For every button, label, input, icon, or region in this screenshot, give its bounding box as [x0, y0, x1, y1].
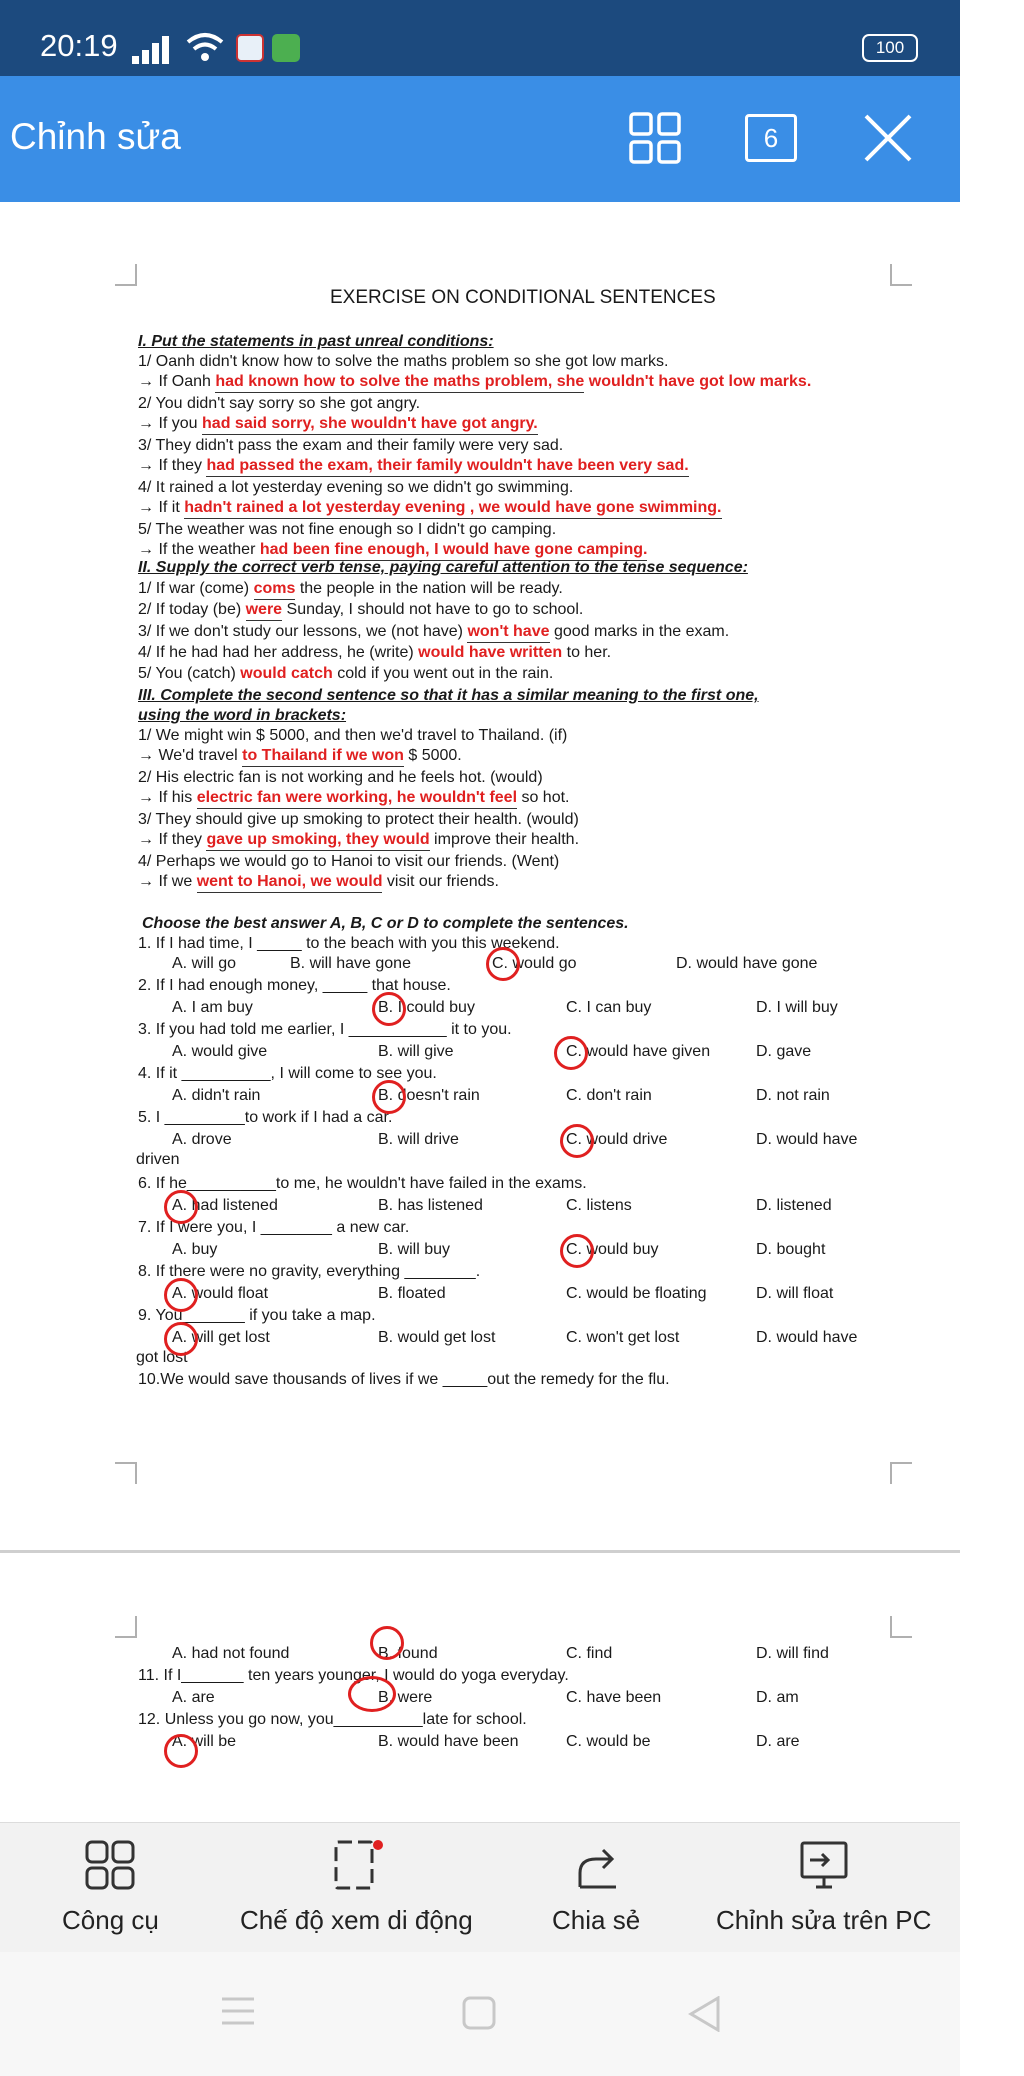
toolbar-share-button[interactable]	[552, 1839, 640, 1936]
answer-prefix: → If it	[138, 499, 185, 516]
mcq-question: 9. You_______ if you take a map.	[138, 1307, 376, 1324]
question-line: 1/ We might win $ 5000, and then we'd travel to Thailand. (if)	[138, 727, 568, 744]
question-part: 4/ If he had had her address, he (write)	[138, 644, 419, 661]
answer-text: had passed the exam, their family wouldn't have been very sad.	[206, 456, 688, 477]
mcq-option: D. will float	[756, 1285, 834, 1302]
tools-grid-icon	[84, 1839, 136, 1891]
answer-text: were	[246, 600, 282, 621]
page-count-button[interactable]	[745, 114, 797, 162]
answer-text: had said sorry, she wouldn't have got angry.	[202, 414, 538, 435]
status-bar	[0, 0, 960, 76]
mcq-option: D. am	[756, 1689, 799, 1706]
toolbar-edit-on-pc-button[interactable]	[716, 1839, 931, 1936]
answer-line	[138, 872, 499, 893]
wifi-icon	[186, 32, 224, 62]
toolbar-label: Công cụ	[62, 1905, 159, 1935]
mcq-option: A. I am buy	[172, 999, 253, 1016]
mcq-question: 10.We would save thousands of lives if we _____out the remedy for the flu.	[138, 1371, 670, 1388]
answer-line	[138, 788, 570, 809]
mcq-option: D. will find	[756, 1645, 829, 1662]
answer-line	[138, 746, 462, 767]
right-margin	[960, 0, 1024, 2076]
mcq-option: C. would buy	[566, 1241, 659, 1258]
bottom-toolbar	[0, 1822, 960, 1952]
section-heading: I. Put the statements in past unreal conditions:	[138, 333, 494, 350]
mcq-option: A. had not found	[172, 1645, 290, 1662]
mcq-option: C. find	[566, 1645, 613, 1662]
home-icon[interactable]	[462, 1996, 496, 2030]
page-corner	[890, 1616, 912, 1638]
answer-line	[138, 456, 689, 477]
answer-circle	[164, 1190, 198, 1224]
mcq-option: C. won't get lost	[566, 1329, 680, 1346]
document-title: EXERCISE ON CONDITIONAL SENTENCES	[330, 287, 716, 308]
toolbar-label: Chế độ xem di động	[240, 1905, 473, 1935]
answer-line	[138, 830, 579, 851]
question-line: 4/ It rained a lot yesterday evening so we didn't go swimming.	[138, 479, 574, 496]
status-time: 20:19	[40, 28, 118, 63]
answer-circle	[560, 1124, 594, 1158]
mcq-question: 3. If you had told me earlier, I ___________ it to you.	[138, 1021, 512, 1038]
mcq-option: B. floated	[378, 1285, 446, 1302]
question-part: cold if you went out in the rain.	[332, 665, 554, 682]
section-heading: II. Supply the correct verb tense, paying careful attention to the tense sequence:	[138, 559, 748, 576]
toolbar-label: Chỉnh sửa trên PC	[716, 1905, 932, 1935]
question-part: good marks in the exam.	[549, 623, 730, 640]
mcq-option: D. gave	[756, 1043, 812, 1060]
answer-prefix: → If you	[138, 415, 203, 432]
mcq-option: D. bought	[756, 1241, 826, 1258]
answer-circle	[348, 1676, 396, 1712]
question-line: 5/ The weather was not fine enough so I didn't go camping.	[138, 521, 557, 538]
section-heading-cont: using the word in brackets:	[138, 707, 347, 724]
answer-text: would have written	[418, 644, 563, 661]
page-corner	[890, 264, 912, 286]
question-line: 1/ Oanh didn't know how to solve the maths problem so she got low marks.	[138, 353, 669, 370]
close-icon[interactable]	[862, 112, 914, 164]
mcq-option: A. will get lost	[172, 1329, 270, 1346]
answer-text: had been fine enough, I would have gone camping.	[260, 540, 648, 561]
mcq-option: A. didn't rain	[172, 1087, 261, 1104]
mcq-question: 6. If he__________to me, he wouldn't have failed in the exams.	[138, 1175, 587, 1192]
question-part: 1/ If war (come)	[138, 580, 254, 597]
answer-text: had known how to solve the maths problem, she	[215, 372, 584, 393]
answer-prefix: → If his	[138, 789, 197, 806]
mcq-option: C. don't rain	[566, 1087, 652, 1104]
mcq-option: A. will be	[172, 1733, 237, 1750]
mcq-question: 5. I _________to work if I had a car.	[138, 1109, 393, 1126]
answer-prefix: → We'd travel	[138, 747, 243, 764]
mcq-option: A. drove	[172, 1131, 232, 1148]
mcq-option: D. would have	[756, 1329, 858, 1346]
mcq-question: 1. If I had time, I _____ to the beach with you this weekend.	[138, 935, 560, 952]
mcq-option: B. I could buy	[378, 999, 475, 1016]
mcq-option: C. would drive	[566, 1131, 668, 1148]
question-line	[138, 643, 611, 663]
answer-prefix: → If the weather	[138, 541, 260, 558]
mcq-option: A. buy	[172, 1241, 218, 1258]
answer-circle	[164, 1278, 198, 1312]
answer-text: would catch	[240, 665, 333, 682]
mcq-question: 11. If I_______ ten years younger, I would do yoga everyday.	[138, 1667, 569, 1684]
answer-circle	[164, 1734, 198, 1768]
page-title: Chỉnh sửa	[10, 116, 181, 157]
mcq-option: D. not rain	[756, 1087, 830, 1104]
answer-text: hadn't rained a lot yesterday evening , we would have gone swimming.	[184, 498, 721, 519]
answer-suffix: improve their health.	[429, 831, 580, 848]
question-line: 3/ They should give up smoking to protect their health. (would)	[138, 811, 579, 828]
answer-text: coms	[254, 579, 296, 600]
page-corner	[115, 1616, 137, 1638]
answer-line	[138, 372, 811, 393]
mcq-option: C. I can buy	[566, 999, 652, 1016]
system-nav-bar	[0, 1952, 960, 2076]
answer-prefix: → If we	[138, 873, 197, 890]
answer-suffix: visit our friends.	[382, 873, 499, 890]
signal-icon	[132, 34, 174, 64]
section-heading: III. Complete the second sentence so that it has a similar meaning to the first one,	[138, 687, 759, 704]
mcq-option: A. will go	[172, 955, 237, 972]
answer-suffix: so hot.	[517, 789, 570, 806]
question-part: 3/ If we don't study our lessons, we (not have)	[138, 623, 468, 640]
section-heading: Choose the best answer A, B, C or D to complete the sentences.	[142, 915, 629, 932]
mcq-option: B. will give	[378, 1043, 454, 1060]
mcq-option: A. would float	[172, 1285, 269, 1302]
mcq-option: B. would have been	[378, 1733, 519, 1750]
mobile-view-icon	[326, 1839, 386, 1891]
battery-level: 100	[875, 38, 905, 57]
mcq-option: D. are	[756, 1733, 800, 1750]
answer-circle	[486, 947, 520, 981]
toolbar-mobile-view-button[interactable]	[240, 1839, 473, 1936]
answer-text: to Thailand if we won	[242, 746, 404, 767]
edit-on-pc-icon	[796, 1839, 852, 1891]
mcq-option: B. will buy	[378, 1241, 451, 1258]
question-line: 3/ They didn't pass the exam and their family were very sad.	[138, 437, 564, 454]
share-icon	[570, 1839, 622, 1891]
question-line	[138, 579, 563, 600]
mcq-option: C. would be	[566, 1733, 651, 1750]
mcq-option: B. would get lost	[378, 1329, 496, 1346]
mcq-option: B. will drive	[378, 1131, 459, 1148]
mcq-option: A. are	[172, 1689, 215, 1706]
mcq-option: B. will have gone	[290, 955, 411, 972]
mcq-option: D. listened	[756, 1197, 832, 1214]
mcq-question: 8. If there were no gravity, everything ________.	[138, 1263, 481, 1280]
mcq-option: C. would have given	[566, 1043, 711, 1060]
mcq-option: B. were	[378, 1689, 433, 1706]
document-viewer[interactable]	[0, 202, 960, 1822]
recent-apps-icon[interactable]	[220, 1996, 256, 2026]
toolbar-tools-button[interactable]	[62, 1839, 159, 1936]
answer-prefix: → If Oanh	[138, 373, 216, 390]
answer-text: won't have	[467, 622, 549, 643]
page-corner	[115, 264, 137, 286]
question-line	[138, 664, 553, 684]
mcq-option: C. would be floating	[566, 1285, 707, 1302]
page-corner	[115, 1462, 137, 1484]
mcq-option: B. found	[378, 1645, 438, 1662]
battery-icon	[862, 34, 918, 62]
question-line: 2/ His electric fan is not working and he feels hot. (would)	[138, 769, 543, 786]
question-part: 5/ You (catch)	[138, 665, 241, 682]
question-line: 4/ Perhaps we would go to Hanoi to visit our friends. (Went)	[138, 853, 560, 870]
mcq-question: 2. If I had enough money, _____ that house.	[138, 977, 451, 994]
question-part: to her.	[562, 644, 612, 661]
answer-prefix: → If they	[138, 457, 207, 474]
question-line	[138, 600, 583, 621]
mcq-option: C. have been	[566, 1689, 662, 1706]
answer-suffix: $ 5000.	[403, 747, 462, 764]
page-count: 6	[763, 123, 779, 153]
question-line: 2/ You didn't say sorry so she got angry.	[138, 395, 421, 412]
mcq-option: D. I will buy	[756, 999, 838, 1016]
mcq-option: C. listens	[566, 1197, 632, 1214]
answer-circle	[164, 1322, 198, 1356]
toolbar-label: Chia sẻ	[552, 1905, 641, 1935]
mcq-question: 12. Unless you go now, you__________late for school.	[138, 1711, 527, 1728]
notification-app-icon	[236, 34, 264, 62]
app-bar	[0, 76, 960, 202]
back-icon[interactable]	[688, 1996, 720, 2032]
answer-circle	[372, 1080, 406, 1114]
question-part: 2/ If today (be)	[138, 601, 246, 618]
mcq-question: 7. If I were you, I ________ a new car.	[138, 1219, 410, 1236]
answer-line	[138, 414, 538, 435]
mcq-option: A. would give	[172, 1043, 268, 1060]
mcq-question: 4. If it __________, I will come to see you.	[138, 1065, 437, 1082]
question-line	[138, 622, 729, 643]
mcq-option: A. had listened	[172, 1197, 278, 1214]
answer-prefix: → If they	[138, 831, 207, 848]
answer-text: went to Hanoi, we would	[197, 872, 383, 893]
page-corner	[890, 1462, 912, 1484]
mcq-option: D. would have	[756, 1131, 858, 1148]
grid-view-icon[interactable]	[627, 110, 683, 166]
mcq-option: D. would have gone	[676, 955, 818, 972]
answer-text: electric fan were working, he wouldn't feel	[197, 788, 517, 809]
answer-line	[138, 498, 722, 519]
answer-circle	[370, 1626, 404, 1660]
mcq-option: C. would go	[492, 955, 577, 972]
mcq-option: B. doesn't rain	[378, 1087, 480, 1104]
mcq-option: B. has listened	[378, 1197, 483, 1214]
answer-circle	[372, 992, 406, 1026]
mcq-option-cont: driven	[136, 1151, 180, 1168]
page-separator	[0, 1550, 960, 1553]
notification-app-icon-green	[272, 34, 300, 62]
question-part: the people in the nation will be ready.	[295, 580, 563, 597]
answer-suffix: wouldn't have got low marks.	[584, 373, 812, 390]
question-part: Sunday, I should not have to go to school.	[282, 601, 584, 618]
answer-circle	[560, 1234, 594, 1268]
answer-circle	[554, 1036, 588, 1070]
mcq-option-cont: got lost	[136, 1349, 188, 1366]
answer-text: gave up smoking, they would	[206, 830, 429, 851]
